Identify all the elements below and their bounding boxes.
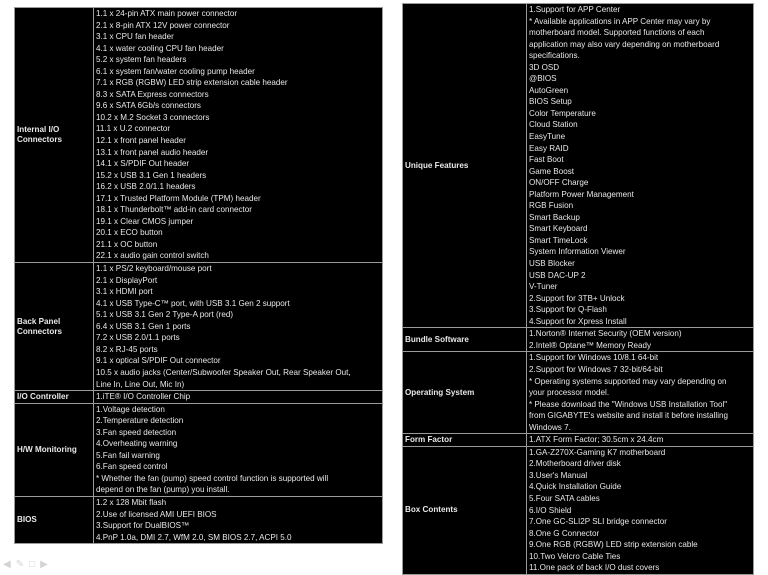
spec-values [94,403,383,496]
left-spec-table [14,7,383,544]
spec-values [527,446,754,574]
spec-value-line: 11.1 x U.2 connector [96,124,171,134]
spec-value-line: 5.Fan fail warning [96,450,160,460]
spec-value-line: 7.One GC-SLI2P SLI bridge connector [529,517,667,527]
spec-value-line: 1.iTE® I/O Controller Chip [96,392,191,402]
spec-value-line: 9.6 x SATA 6Gb/s connectors [96,101,201,111]
spec-value-line: Line In, Line Out, Mic In) [96,379,185,389]
spec-value-line: 5.2 x system fan headers [96,55,187,65]
left_table-row [15,8,383,263]
spec-value-line: System Information Viewer [529,247,626,257]
spec-value-line: specifications. [529,51,580,61]
spec-value-line: 2.Use of licensed AMI UEFI BIOS [96,509,217,519]
spec-value-line: EasyTune [529,132,566,142]
spec-value-line: 8.2 x RJ-45 ports [96,344,158,354]
spec-value-line: Platform Power Management [529,189,634,199]
spec-value-line: Smart Keyboard [529,224,588,234]
right_table-row [403,328,754,352]
spec-value-line: 3.User's Manual [529,470,588,480]
spec-value-line: application may also vary depending on motherboard [529,39,720,49]
spec-values [527,4,754,328]
spec-value-line: 1.Support for APP Center [529,5,621,14]
spec-value-line: * Available applications in APP Center may vary by [529,16,711,26]
spec-value-line: 4.Support for Xpress Install [529,316,627,326]
spec-value-line: 3.Support for Q-Flash [529,305,607,315]
right_table-row [403,446,754,574]
spec-value-line: 1.Support for Windows 10/8.1 64-bit [529,353,659,363]
spec-value-line: * Whether the fan (pump) speed control function is supported will [96,473,329,483]
spec-value-line: 18.1 x Thunderbolt™ add-in card connector [96,205,252,215]
spec-value-line: 10.5 x audio jacks (Center/Subwoofer Speaker Out, Rear Speaker Out, [96,367,351,377]
spec-value-line: USB Blocker [529,259,575,269]
spec-value-line: 1.1 x PS/2 keyboard/mouse port [96,264,212,274]
spec-value-line: ON/OFF Charge [529,178,589,188]
next-slide-icon[interactable]: ▶ [40,559,48,570]
spec-value-line: Smart Backup [529,212,580,222]
spec-value-line: @BIOS [529,74,557,84]
spec-value-line: RGB Fusion [529,201,574,211]
slideshow-controls [3,560,48,570]
spec-values [94,496,383,543]
spec-value-line: from GIGABYTE's website and install it before installing [529,411,729,421]
spec-value-line: 6.I/O Shield [529,505,572,515]
spec-value-line: 10.2 x M.2 Socket 3 connectors [96,112,210,122]
spec-value-line: 2.1 x 8-pin ATX 12V power connector [96,20,230,30]
pen-icon[interactable]: ✎ [15,559,25,570]
spec-value-line: Fast Boot [529,155,564,165]
spec-label: Operating System [403,352,527,434]
spec-label: Internal I/O Connectors [15,8,94,263]
spec-value-line: 2.Support for Windows 7 32-bit/64-bit [529,364,663,374]
right_table-row [403,434,754,447]
left-spec-rows [15,8,383,544]
spec-value-line: 6.4 x USB 3.1 Gen 1 ports [96,321,191,331]
spec-value-line: 2.Temperature detection [96,416,184,426]
spec-value-line: 2.1 x DisplayPort [96,275,158,285]
spec-value-line: Color Temperature [529,108,596,118]
spec-label: H/W Monitoring [15,403,94,496]
spec-value-line: 2.Motherboard driver disk [529,459,621,469]
spec-value-line: 2.Intel® Optane™ Memory Ready [529,340,652,350]
spec-value-line: 6.Fan speed control [96,462,168,472]
spec-label: Form Factor [403,434,527,447]
spec-value-line: 11.One pack of back I/O dust covers [529,563,660,573]
spec-value-line: 15.2 x USB 3.1 Gen 1 headers [96,170,207,180]
spec-label: Bundle Software [403,328,527,352]
spec-value-line: 22.1 x audio gain control switch [96,251,209,261]
spec-label: BIOS [15,496,94,543]
spec-value-line: 9.One RGB (RGBW) LED strip extension cable [529,540,698,550]
slide-menu-icon[interactable]: □ [29,559,36,570]
spec-value-line: 3D OSD [529,62,560,72]
spec-value-line: 13.1 x front panel audio header [96,147,209,157]
left_table-row [15,403,383,496]
spec-value-line: 2.Support for 3TB+ Unlock [529,293,625,303]
spec-value-line: 8.3 x SATA Express connectors [96,89,209,99]
spec-value-line: depend on the fan (pump) you install. [96,485,230,495]
spec-value-line: 1.Norton® Internet Security (OEM version) [529,329,682,339]
spec-value-line: BIOS Setup [529,97,572,107]
spec-value-line: your processor model. [529,388,610,398]
spec-value-line: 10.Two Velcro Cable Ties [529,551,621,561]
spec-value-line: 20.1 x ECO button [96,228,163,238]
left_table-row [15,263,383,391]
spec-value-line: Windows 7. [529,422,571,432]
spec-value-line: AutoGreen [529,85,569,95]
spec-value-line: Smart TimeLock [529,235,588,245]
spec-value-line: V-Tuner [529,282,558,292]
spec-value-line: 6.1 x system fan/water cooling pump header [96,66,255,76]
spec-value-line: 1.ATX Form Factor; 30.5cm x 24.4cm [529,435,664,445]
spec-value-line: 3.Fan speed detection [96,427,177,437]
spec-value-line: * Please download the "Windows USB Installation Tool" [529,399,728,409]
spec-values [94,8,383,263]
spec-value-line: 1.1 x 24-pin ATX main power connector [96,9,238,18]
spec-value-line: 9.1 x optical S/PDIF Out connector [96,356,221,366]
spec-value-line: 3.1 x CPU fan header [96,32,174,42]
spec-value-line: Game Boost [529,166,574,176]
spec-label: Box Contents [403,446,527,574]
spec-value-line: 4.PnP 1.0a, DMI 2.7, WfM 2.0, SM BIOS 2.7, ACPI 5.0 [96,532,292,542]
spec-label: Back Panel Connectors [15,263,94,391]
left_table-row [15,391,383,404]
spec-value-line: 1.2 x 128 Mbit flash [96,497,167,507]
spec-value-line: 19.1 x Clear CMOS jumper [96,216,194,226]
right_table-row [403,4,754,328]
spec-values [527,328,754,352]
spec-value-line: * Operating systems supported may vary depending on [529,376,727,386]
spec-label: Unique Features [403,4,527,328]
spec-value-line: 5.Four SATA cables [529,493,600,503]
spec-values [94,391,383,404]
spec-value-line: 7.2 x USB 2.0/1.1 ports [96,333,180,343]
spec-value-line: 4.Overheating warning [96,439,178,449]
right-spec-table [402,3,754,575]
spec-value-line: 4.Quick Installation Guide [529,482,622,492]
spec-value-line: Easy RAID [529,143,569,153]
right-spec-rows [403,4,754,575]
spec-value-line: 8.One G Connector [529,528,600,538]
spec-value-line: 12.1 x front panel header [96,136,186,146]
spec-label: I/O Controller [15,391,94,404]
spec-value-line: 4.1 x water cooling CPU fan header [96,43,224,53]
spec-values [94,263,383,391]
spec-value-line: 5.1 x USB 3.1 Gen 2 Type-A port (red) [96,310,234,320]
previous-slide-icon[interactable]: ◀ [3,559,11,570]
right_table-row [403,352,754,434]
spec-value-line: 4.1 x USB Type-C™ port, with USB 3.1 Gen 2 support [96,298,290,308]
spec-values [527,352,754,434]
left_table-row [15,496,383,543]
spec-value-line: motherboard model. Supported functions of each [529,28,705,38]
spec-values [527,434,754,447]
spec-value-line: 7.1 x RGB (RGBW) LED strip extension cable header [96,78,288,88]
spec-value-line: 1.GA-Z270X-Gaming K7 motherboard [529,447,666,457]
spec-value-line: 16.2 x USB 2.0/1.1 headers [96,182,196,192]
spec-value-line: 14.1 x S/PDIF Out header [96,159,190,169]
spec-value-line: 1.Voltage detection [96,404,165,414]
spec-value-line: 3.1 x HDMI port [96,287,153,297]
spec-value-line: USB DAC-UP 2 [529,270,586,280]
spec-value-line: Cloud Station [529,120,578,130]
spec-value-line: 17.1 x Trusted Platform Module (TPM) header [96,193,261,203]
spec-value-line: 3.Support for DualBIOS™ [96,521,190,531]
spec-value-line: 21.1 x OC button [96,239,158,249]
